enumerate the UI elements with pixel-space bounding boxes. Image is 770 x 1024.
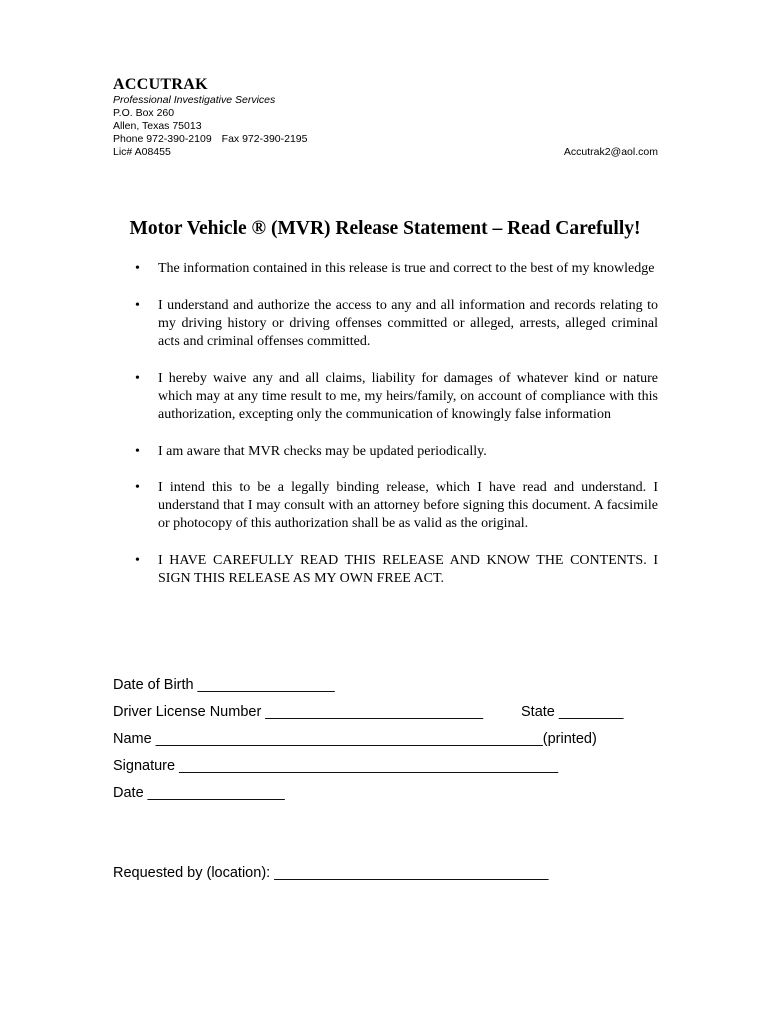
bullet-icon: • bbox=[135, 480, 140, 495]
driver-license-field[interactable]: Driver License Number ___________________________ bbox=[113, 704, 484, 720]
list-item: • I intend this to be a legally binding release, which I have read and understand. I understand that I may consult with an attorney before signing this document. A facsimile or photocopy of this authorization shall be as valid as the original. bbox=[135, 480, 658, 531]
city-line: Allen, Texas 75013 bbox=[113, 120, 202, 132]
phone: Phone 972-390-2109 bbox=[113, 133, 212, 145]
requested-by-field[interactable]: Requested by (location): __________________________________ bbox=[113, 865, 549, 881]
list-item: • I am aware that MVR checks may be updated periodically. bbox=[135, 444, 487, 459]
bullet-icon: • bbox=[135, 371, 140, 386]
phone-fax-line bbox=[113, 133, 658, 146]
list-item: • I hereby waive any and all claims, liability for damages of whatever kind or nature which may at any time result to me, my heirs/family, on account of compliance with this authorization, excepting only the communication of knowingly false information bbox=[135, 371, 658, 422]
bullet-icon: • bbox=[135, 298, 140, 313]
statement-list bbox=[133, 260, 658, 588]
list-item: • I understand and authorize the access to any and all information and records relating to my driving history or driving offenses committed or alleged, arrests, alleged criminal acts and criminal offenses committed. bbox=[135, 298, 658, 349]
list-item: • I HAVE CAREFULLY READ THIS RELEASE AND KNOW THE CONTENTS. I SIGN THIS RELEASE AS MY OWN FREE ACT. bbox=[135, 553, 658, 586]
list-item: • The information contained in this release is true and correct to the best of my knowledge bbox=[135, 261, 655, 276]
letterhead bbox=[113, 76, 658, 159]
state-field[interactable]: State ________ bbox=[521, 704, 624, 720]
bullet-icon: • bbox=[135, 553, 140, 568]
license-number: Lic# A08455 bbox=[113, 146, 171, 158]
company-tagline: Professional Investigative Services bbox=[113, 94, 276, 106]
date-of-birth-field[interactable]: Date of Birth _________________ bbox=[113, 677, 335, 693]
document-title: Motor Vehicle ® (MVR) Release Statement – Read Carefully! bbox=[129, 218, 641, 239]
po-box: P.O. Box 260 bbox=[113, 107, 175, 119]
company-name: ACCUTRAK bbox=[113, 76, 208, 93]
fax: Fax 972-390-2195 bbox=[221, 133, 308, 145]
bullet-icon: • bbox=[135, 261, 140, 276]
bullet-icon: • bbox=[135, 444, 140, 459]
email: Accutrak2@aol.com bbox=[563, 146, 658, 158]
printed-name-field[interactable]: Name ________________________________________________(printed) bbox=[113, 731, 597, 747]
signature-field[interactable]: Signature _______________________________________________ bbox=[113, 758, 559, 774]
date-field[interactable]: Date _________________ bbox=[113, 785, 285, 801]
license-email-line bbox=[113, 146, 658, 159]
